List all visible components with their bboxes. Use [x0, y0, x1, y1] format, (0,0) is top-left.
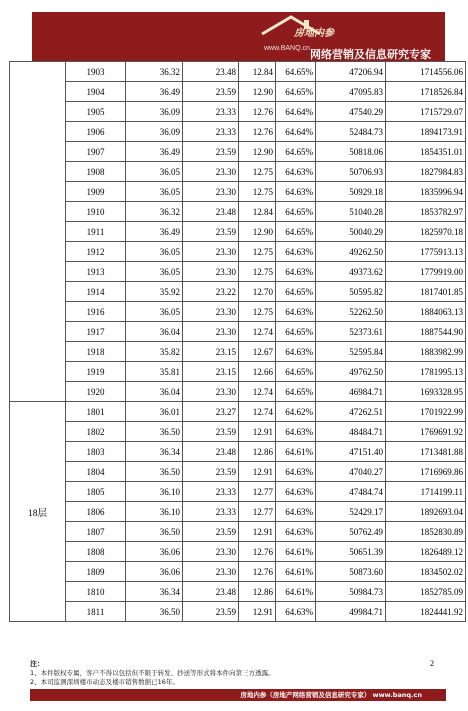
inner-area-cell: 23.30: [183, 242, 239, 262]
notes-label: 注：: [30, 660, 44, 668]
shared-area-cell: 12.74: [239, 402, 276, 422]
efficiency-ratio-cell: 64.61%: [276, 582, 316, 602]
room-number-cell: 1805: [66, 482, 126, 502]
building-area-cell: 36.06: [126, 542, 183, 562]
shared-area-cell: 12.77: [239, 502, 276, 522]
table-row: [10, 62, 466, 82]
total-price-cell: 1826489.12: [386, 542, 466, 562]
unit-price-cell: 49762.50: [316, 362, 386, 382]
inner-area-cell: 23.59: [183, 222, 239, 242]
inner-area-cell: 23.59: [183, 422, 239, 442]
table-row: [10, 562, 466, 582]
building-area-cell: 36.50: [126, 522, 183, 542]
building-area-cell: 36.32: [126, 202, 183, 222]
room-number-cell: 1908: [66, 162, 126, 182]
total-price-cell: 1824441.92: [386, 602, 466, 622]
unit-price-cell: 47040.27: [316, 462, 386, 482]
shared-area-cell: 12.76: [239, 122, 276, 142]
unit-price-cell: 47540.29: [316, 102, 386, 122]
shared-area-cell: 12.66: [239, 362, 276, 382]
room-number-cell: 1917: [66, 322, 126, 342]
total-price-cell: 1834502.02: [386, 562, 466, 582]
efficiency-ratio-cell: 64.63%: [276, 422, 316, 442]
table-row: [10, 362, 466, 382]
note-line: 1、本件版权专属，客户不得以包括但不限于转发、抄送等形式将本件向第三方透露。: [30, 669, 275, 677]
total-price-cell: 1718526.84: [386, 82, 466, 102]
total-price-cell: 1714556.06: [386, 62, 466, 82]
table-row: [10, 422, 466, 442]
building-area-cell: 36.50: [126, 422, 183, 442]
room-number-cell: 1905: [66, 102, 126, 122]
building-area-cell: 36.05: [126, 162, 183, 182]
building-area-cell: 36.05: [126, 182, 183, 202]
building-area-cell: 36.01: [126, 402, 183, 422]
table-row: [10, 282, 466, 302]
inner-area-cell: 23.48: [183, 582, 239, 602]
efficiency-ratio-cell: 64.63%: [276, 302, 316, 322]
table-row: [10, 542, 466, 562]
inner-area-cell: 23.30: [183, 162, 239, 182]
shared-area-cell: 12.74: [239, 322, 276, 342]
building-area-cell: 36.06: [126, 562, 183, 582]
unit-price-cell: 50929.18: [316, 182, 386, 202]
room-number-cell: 1918: [66, 342, 126, 362]
building-area-cell: 36.49: [126, 142, 183, 162]
efficiency-ratio-cell: 64.61%: [276, 442, 316, 462]
efficiency-ratio-cell: 64.62%: [276, 402, 316, 422]
efficiency-ratio-cell: 64.65%: [276, 382, 316, 402]
total-price-cell: 1835996.94: [386, 182, 466, 202]
unit-price-cell: 47095.83: [316, 82, 386, 102]
table-row: [10, 322, 466, 342]
total-price-cell: 1817401.85: [386, 282, 466, 302]
site-name: 房地内参: [294, 28, 334, 39]
efficiency-ratio-cell: 64.65%: [276, 282, 316, 302]
table-row: [10, 442, 466, 462]
shared-area-cell: 12.70: [239, 282, 276, 302]
table-row: [10, 482, 466, 502]
unit-price-cell: 50651.39: [316, 542, 386, 562]
footer-banner: [30, 689, 446, 701]
unit-price-cell: 50762.49: [316, 522, 386, 542]
shared-area-cell: 12.67: [239, 342, 276, 362]
building-area-cell: 36.34: [126, 442, 183, 462]
shared-area-cell: 12.91: [239, 462, 276, 482]
room-number-cell: 1802: [66, 422, 126, 442]
shared-area-cell: 12.84: [239, 202, 276, 222]
price-table: [9, 61, 466, 622]
room-number-cell: 1913: [66, 262, 126, 282]
total-price-cell: 1894173.91: [386, 122, 466, 142]
building-area-cell: 36.04: [126, 322, 183, 342]
table-row: [10, 502, 466, 522]
efficiency-ratio-cell: 64.63%: [276, 602, 316, 622]
room-number-cell: 1903: [66, 62, 126, 82]
floor-label: [10, 62, 66, 402]
efficiency-ratio-cell: 64.63%: [276, 482, 316, 502]
room-number-cell: 1806: [66, 502, 126, 522]
room-number-cell: 1810: [66, 582, 126, 602]
header-banner: [32, 12, 445, 62]
efficiency-ratio-cell: 64.61%: [276, 542, 316, 562]
total-price-cell: 1887544.90: [386, 322, 466, 342]
total-price-cell: 1693328.95: [386, 382, 466, 402]
shared-area-cell: 12.86: [239, 582, 276, 602]
building-area-cell: 36.10: [126, 502, 183, 522]
floor-label: 18层: [10, 402, 66, 622]
unit-price-cell: 49373.62: [316, 262, 386, 282]
table-row: [10, 242, 466, 262]
table-row: [10, 162, 466, 182]
room-number-cell: 1920: [66, 382, 126, 402]
building-area-cell: 35.82: [126, 342, 183, 362]
room-number-cell: 1909: [66, 182, 126, 202]
footer-text: 房地内参（房地产网络营销及信息研究专家） www.banq.cn: [240, 691, 422, 699]
building-area-cell: 36.50: [126, 462, 183, 482]
efficiency-ratio-cell: 64.65%: [276, 322, 316, 342]
inner-area-cell: 23.59: [183, 462, 239, 482]
inner-area-cell: 23.27: [183, 402, 239, 422]
shared-area-cell: 12.75: [239, 302, 276, 322]
inner-area-cell: 23.30: [183, 542, 239, 562]
total-price-cell: 1715729.07: [386, 102, 466, 122]
building-area-cell: 36.09: [126, 122, 183, 142]
table-row: [10, 122, 466, 142]
efficiency-ratio-cell: 64.65%: [276, 82, 316, 102]
efficiency-ratio-cell: 64.63%: [276, 462, 316, 482]
unit-price-cell: 50873.60: [316, 562, 386, 582]
room-number-cell: 1910: [66, 202, 126, 222]
unit-price-cell: 51040.28: [316, 202, 386, 222]
inner-area-cell: 23.59: [183, 82, 239, 102]
shared-area-cell: 12.91: [239, 522, 276, 542]
shared-area-cell: 12.90: [239, 222, 276, 242]
room-number-cell: 1808: [66, 542, 126, 562]
total-price-cell: 1852830.89: [386, 522, 466, 542]
table-row: [10, 462, 466, 482]
total-price-cell: 1854351.01: [386, 142, 466, 162]
inner-area-cell: 23.48: [183, 442, 239, 462]
note-line: 2、本司监测深圳楼市动态及楼市销售数据已16年。: [30, 678, 179, 686]
total-price-cell: 1701922.99: [386, 402, 466, 422]
shared-area-cell: 12.75: [239, 262, 276, 282]
total-price-cell: 1853782.97: [386, 202, 466, 222]
room-number-cell: 1804: [66, 462, 126, 482]
unit-price-cell: 46984.71: [316, 382, 386, 402]
building-area-cell: 35.81: [126, 362, 183, 382]
building-area-cell: 36.50: [126, 602, 183, 622]
unit-price-cell: 52262.50: [316, 302, 386, 322]
total-price-cell: 1827984.83: [386, 162, 466, 182]
total-price-cell: 1714199.11: [386, 482, 466, 502]
efficiency-ratio-cell: 64.65%: [276, 142, 316, 162]
shared-area-cell: 12.76: [239, 102, 276, 122]
inner-area-cell: 23.30: [183, 182, 239, 202]
total-price-cell: 1825970.18: [386, 222, 466, 242]
building-area-cell: 36.34: [126, 582, 183, 602]
notes-section: [30, 660, 446, 687]
efficiency-ratio-cell: 64.64%: [276, 122, 316, 142]
room-number-cell: 1807: [66, 522, 126, 542]
room-number-cell: 1803: [66, 442, 126, 462]
efficiency-ratio-cell: 64.63%: [276, 242, 316, 262]
shared-area-cell: 12.76: [239, 542, 276, 562]
unit-price-cell: 50595.82: [316, 282, 386, 302]
table-row: [10, 382, 466, 402]
unit-price-cell: 49984.71: [316, 602, 386, 622]
room-number-cell: 1809: [66, 562, 126, 582]
room-number-cell: 1801: [66, 402, 126, 422]
total-price-cell: 1779919.00: [386, 262, 466, 282]
site-url: www.BANQ.cn: [264, 45, 310, 52]
page-number: 2: [430, 659, 434, 668]
efficiency-ratio-cell: 64.63%: [276, 522, 316, 542]
table-row: [10, 222, 466, 242]
total-price-cell: 1884063.13: [386, 302, 466, 322]
total-price-cell: 1892693.04: [386, 502, 466, 522]
inner-area-cell: 23.33: [183, 122, 239, 142]
efficiency-ratio-cell: 64.63%: [276, 262, 316, 282]
unit-price-cell: 47262.51: [316, 402, 386, 422]
shared-area-cell: 12.91: [239, 602, 276, 622]
total-price-cell: 1781995.13: [386, 362, 466, 382]
building-area-cell: 36.05: [126, 262, 183, 282]
building-area-cell: 36.49: [126, 222, 183, 242]
table-row: [10, 102, 466, 122]
inner-area-cell: 23.30: [183, 302, 239, 322]
total-price-cell: 1775913.13: [386, 242, 466, 262]
shared-area-cell: 12.75: [239, 162, 276, 182]
room-number-cell: 1911: [66, 222, 126, 242]
table-row: [10, 202, 466, 222]
shared-area-cell: 12.74: [239, 382, 276, 402]
building-area-cell: 36.05: [126, 302, 183, 322]
inner-area-cell: 23.15: [183, 342, 239, 362]
unit-price-cell: 52484.73: [316, 122, 386, 142]
shared-area-cell: 12.86: [239, 442, 276, 462]
unit-price-cell: 50706.93: [316, 162, 386, 182]
shared-area-cell: 12.76: [239, 562, 276, 582]
unit-price-cell: 52429.17: [316, 502, 386, 522]
room-number-cell: 1811: [66, 602, 126, 622]
efficiency-ratio-cell: 64.65%: [276, 62, 316, 82]
building-area-cell: 36.49: [126, 82, 183, 102]
room-number-cell: 1904: [66, 82, 126, 102]
room-number-cell: 1919: [66, 362, 126, 382]
efficiency-ratio-cell: 64.63%: [276, 502, 316, 522]
inner-area-cell: 23.30: [183, 262, 239, 282]
unit-price-cell: 47484.74: [316, 482, 386, 502]
room-number-cell: 1912: [66, 242, 126, 262]
efficiency-ratio-cell: 64.63%: [276, 342, 316, 362]
unit-price-cell: 50040.29: [316, 222, 386, 242]
efficiency-ratio-cell: 64.61%: [276, 562, 316, 582]
building-area-cell: 36.04: [126, 382, 183, 402]
unit-price-cell: 47206.94: [316, 62, 386, 82]
inner-area-cell: 23.33: [183, 502, 239, 522]
table-row: [10, 82, 466, 102]
table-row: [10, 302, 466, 322]
inner-area-cell: 23.59: [183, 602, 239, 622]
inner-area-cell: 23.30: [183, 562, 239, 582]
table-row: [10, 262, 466, 282]
table-row: [10, 402, 466, 422]
room-number-cell: 1907: [66, 142, 126, 162]
table-row: [10, 582, 466, 602]
total-price-cell: 1716969.86: [386, 462, 466, 482]
building-area-cell: 36.10: [126, 482, 183, 502]
inner-area-cell: 23.30: [183, 382, 239, 402]
inner-area-cell: 23.15: [183, 362, 239, 382]
unit-price-cell: 47151.40: [316, 442, 386, 462]
efficiency-ratio-cell: 64.65%: [276, 202, 316, 222]
unit-price-cell: 52595.84: [316, 342, 386, 362]
efficiency-ratio-cell: 64.65%: [276, 222, 316, 242]
shared-area-cell: 12.91: [239, 422, 276, 442]
unit-price-cell: 50818.06: [316, 142, 386, 162]
inner-area-cell: 23.22: [183, 282, 239, 302]
building-area-cell: 36.32: [126, 62, 183, 82]
inner-area-cell: 23.30: [183, 322, 239, 342]
room-number-cell: 1914: [66, 282, 126, 302]
table-row: [10, 342, 466, 362]
unit-price-cell: 48484.71: [316, 422, 386, 442]
price-table-wrapper: [9, 61, 466, 622]
total-price-cell: 1713481.88: [386, 442, 466, 462]
room-number-cell: 1916: [66, 302, 126, 322]
table-row: [10, 182, 466, 202]
table-row: [10, 602, 466, 622]
header-title: 网络营销及信息研究专家: [310, 48, 431, 61]
inner-area-cell: 23.33: [183, 102, 239, 122]
shared-area-cell: 12.75: [239, 182, 276, 202]
building-area-cell: 36.05: [126, 242, 183, 262]
table-row: [10, 522, 466, 542]
efficiency-ratio-cell: 64.64%: [276, 102, 316, 122]
unit-price-cell: 50984.73: [316, 582, 386, 602]
efficiency-ratio-cell: 64.63%: [276, 182, 316, 202]
unit-price-cell: 49262.50: [316, 242, 386, 262]
shared-area-cell: 12.84: [239, 62, 276, 82]
shared-area-cell: 12.77: [239, 482, 276, 502]
shared-area-cell: 12.75: [239, 242, 276, 262]
shared-area-cell: 12.90: [239, 82, 276, 102]
inner-area-cell: 23.59: [183, 142, 239, 162]
total-price-cell: 1769691.92: [386, 422, 466, 442]
inner-area-cell: 23.59: [183, 522, 239, 542]
inner-area-cell: 23.48: [183, 62, 239, 82]
inner-area-cell: 23.33: [183, 482, 239, 502]
total-price-cell: 1852785.09: [386, 582, 466, 602]
table-row: [10, 142, 466, 162]
unit-price-cell: 52373.61: [316, 322, 386, 342]
building-area-cell: 35.92: [126, 282, 183, 302]
building-area-cell: 36.09: [126, 102, 183, 122]
shared-area-cell: 12.90: [239, 142, 276, 162]
total-price-cell: 1883982.99: [386, 342, 466, 362]
efficiency-ratio-cell: 64.63%: [276, 162, 316, 182]
inner-area-cell: 23.48: [183, 202, 239, 222]
room-number-cell: 1906: [66, 122, 126, 142]
efficiency-ratio-cell: 64.65%: [276, 362, 316, 382]
